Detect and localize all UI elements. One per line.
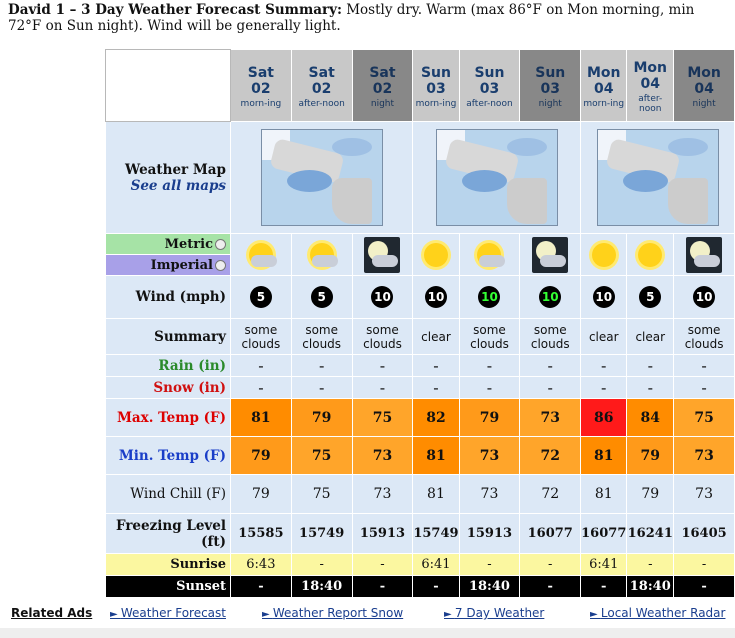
wind-cell (413, 276, 459, 319)
wind-icon: 10 (478, 286, 500, 308)
freezing-level-cell: 15749 (413, 514, 459, 554)
wind-icon: 10 (425, 286, 447, 308)
sunrise-cell: - (520, 554, 581, 576)
weather-icon-cell (231, 234, 292, 276)
freezing-level-cell: 15749 (291, 514, 352, 554)
imperial-radio[interactable] (215, 260, 226, 271)
freezing-level-cell: 16077 (581, 514, 627, 554)
max-temp-cell: 81 (231, 399, 292, 437)
snow-cell: - (581, 377, 627, 399)
summary-title: David 1 – 3 Day Weather Forecast Summary: (8, 2, 342, 18)
rain-cell: - (231, 355, 292, 377)
summary-cell: some clouds (352, 319, 413, 355)
rain-cell: - (291, 355, 352, 377)
wind-chill-cell: 73 (352, 475, 413, 514)
moon-cloud-icon (532, 237, 568, 273)
rain-cell: - (581, 355, 627, 377)
wind-chill-cell: 79 (627, 475, 674, 514)
snow-cell: - (231, 377, 292, 399)
min-temp-cell: 81 (413, 437, 459, 475)
min-temp-cell: 73 (459, 437, 520, 475)
wind-cell (291, 276, 352, 319)
wind-chill-label: Wind Chill (F) (106, 475, 231, 514)
forecast-table (105, 49, 735, 598)
wind-icon: 10 (693, 286, 715, 308)
rain-cell: - (352, 355, 413, 377)
wind-icon: 5 (311, 286, 333, 308)
snow-cell: - (520, 377, 581, 399)
sun-icon (632, 237, 668, 273)
weather-map-mon[interactable] (581, 122, 735, 234)
sunset-cell: - (413, 576, 459, 598)
summary-cell: clear (581, 319, 627, 355)
rain-label: Rain (in) (106, 355, 231, 377)
summary-cell: some clouds (231, 319, 292, 355)
arrow-right-icon: ► (110, 609, 121, 620)
wind-icon: 10 (539, 286, 561, 308)
sunrise-cell: - (291, 554, 352, 576)
freezing-level-cell: 15913 (459, 514, 520, 554)
wind-cell (520, 276, 581, 319)
rain-cell: - (459, 355, 520, 377)
bottom-divider (0, 628, 735, 638)
sunset-cell: 18:40 (459, 576, 520, 598)
freezing-level-cell: 16405 (674, 514, 735, 554)
summary-cell: clear (413, 319, 459, 355)
sunset-cell: - (231, 576, 292, 598)
summary-label: Summary (106, 319, 231, 355)
wind-cell (459, 276, 520, 319)
sunset-cell: 18:40 (627, 576, 674, 598)
summary-cell: some clouds (520, 319, 581, 355)
snow-cell: - (413, 377, 459, 399)
header-corner (106, 50, 231, 122)
sun-cloud-icon (471, 237, 507, 273)
wind-chill-cell: 73 (674, 475, 735, 514)
sunrise-cell: - (627, 554, 674, 576)
sunset-cell: - (674, 576, 735, 598)
column-header: Sat 02 after-noon (291, 50, 352, 122)
wind-icon: 10 (593, 286, 615, 308)
min-temp-cell: 75 (291, 437, 352, 475)
max-temp-label: Max. Temp (F) (106, 399, 231, 437)
freezing-level-cell: 16241 (627, 514, 674, 554)
column-header: Sun 03 after-noon (459, 50, 520, 122)
wind-cell (627, 276, 674, 319)
min-temp-cell: 81 (581, 437, 627, 475)
sunset-cell: - (581, 576, 627, 598)
sunrise-cell: - (459, 554, 520, 576)
snow-cell: - (674, 377, 735, 399)
summary-cell: some clouds (674, 319, 735, 355)
summary-cell: clear (627, 319, 674, 355)
wind-chill-cell: 73 (459, 475, 520, 514)
max-temp-cell: 79 (291, 399, 352, 437)
wind-cell (352, 276, 413, 319)
weather-icon-cell (413, 234, 459, 276)
column-header: Mon 04 night (674, 50, 735, 122)
see-all-maps-link[interactable]: See all maps (130, 177, 226, 194)
sun-icon (586, 237, 622, 273)
wind-label: Wind (mph) (106, 276, 231, 319)
min-temp-cell: 73 (352, 437, 413, 475)
weather-icon-cell (674, 234, 735, 276)
max-temp-cell: 84 (627, 399, 674, 437)
wind-icon: 5 (250, 286, 272, 308)
sunset-cell: - (352, 576, 413, 598)
weather-map-sun[interactable] (413, 122, 581, 234)
sunset-cell: - (520, 576, 581, 598)
column-header: Mon 04 morn-ing (581, 50, 627, 122)
wind-cell (231, 276, 292, 319)
sunset-label: Sunset (106, 576, 231, 598)
moon-cloud-icon (364, 237, 400, 273)
snow-cell: - (459, 377, 520, 399)
sunrise-cell: - (674, 554, 735, 576)
moon-cloud-icon (686, 237, 722, 273)
weather-icon-cell (352, 234, 413, 276)
snow-cell: - (291, 377, 352, 399)
related-ads-link[interactable]: Related Ads (11, 606, 93, 620)
column-header: Sun 03 morn-ing (413, 50, 459, 122)
sunrise-cell: 6:41 (413, 554, 459, 576)
max-temp-cell: 75 (352, 399, 413, 437)
wind-chill-cell: 79 (231, 475, 292, 514)
min-temp-cell: 72 (520, 437, 581, 475)
sunrise-label: Sunrise (106, 554, 231, 576)
sun-icon (418, 237, 454, 273)
column-header: Sat 02 night (352, 50, 413, 122)
sunset-cell: 18:40 (291, 576, 352, 598)
ad-link-weather-forecast[interactable]: ► Weather Forecast (110, 606, 226, 620)
snow-cell: - (352, 377, 413, 399)
freezing-level-cell: 15585 (231, 514, 292, 554)
wind-chill-cell: 72 (520, 475, 581, 514)
related-ads-bar (0, 603, 735, 625)
wind-icon: 10 (371, 286, 393, 308)
ad-link-weather-report-snow[interactable]: ► Weather Report Snow (262, 606, 404, 620)
forecast-summary (8, 2, 730, 34)
imperial-toggle[interactable]: Imperial (106, 255, 231, 276)
arrow-right-icon: ► (590, 609, 601, 620)
column-header: Sat 02 morn-ing (231, 50, 292, 122)
sun-cloud-icon (243, 237, 279, 273)
rain-cell: - (674, 355, 735, 377)
min-temp-cell: 79 (627, 437, 674, 475)
weather-map-label: Weather Map See all maps (106, 122, 231, 234)
rain-cell: - (627, 355, 674, 377)
sun-cloud-icon (304, 237, 340, 273)
max-temp-cell: 73 (520, 399, 581, 437)
freezing-level-label: Freezing Level (ft) (106, 514, 231, 554)
ad-link-7-day-weather[interactable]: ► 7 Day Weather (444, 606, 545, 620)
weather-icon-cell (627, 234, 674, 276)
min-temp-label: Min. Temp (F) (106, 437, 231, 475)
wind-cell (581, 276, 627, 319)
column-header: Mon 04 after-noon (627, 50, 674, 122)
wind-chill-cell: 81 (413, 475, 459, 514)
snow-label: Snow (in) (106, 377, 231, 399)
wind-icon: 5 (639, 286, 661, 308)
sunrise-cell: - (352, 554, 413, 576)
metric-radio[interactable] (215, 239, 226, 250)
weather-icon-cell (520, 234, 581, 276)
min-temp-cell: 79 (231, 437, 292, 475)
wind-cell (674, 276, 735, 319)
min-temp-cell: 73 (674, 437, 735, 475)
max-temp-cell: 79 (459, 399, 520, 437)
max-temp-cell: 75 (674, 399, 735, 437)
arrow-right-icon: ► (262, 609, 273, 620)
weather-icon-cell (459, 234, 520, 276)
weather-map-sat[interactable] (231, 122, 413, 234)
max-temp-cell: 82 (413, 399, 459, 437)
column-header: Sun 03 night (520, 50, 581, 122)
ad-link-local-weather-radar[interactable]: ► Local Weather Radar (590, 606, 726, 620)
summary-cell: some clouds (291, 319, 352, 355)
rain-cell: - (520, 355, 581, 377)
summary-cell: some clouds (459, 319, 520, 355)
wind-chill-cell: 81 (581, 475, 627, 514)
sunrise-cell: 6:41 (581, 554, 627, 576)
rain-cell: - (413, 355, 459, 377)
wind-chill-cell: 75 (291, 475, 352, 514)
freezing-level-cell: 15913 (352, 514, 413, 554)
arrow-right-icon: ► (444, 609, 455, 620)
freezing-level-cell: 16077 (520, 514, 581, 554)
snow-cell: - (627, 377, 674, 399)
metric-toggle[interactable]: Metric (106, 234, 231, 255)
weather-icon-cell (581, 234, 627, 276)
max-temp-cell: 86 (581, 399, 627, 437)
summary-text: Mostly dry. Warm (max 86°F on Mon morning, min 72°F on Sun night). Wind will be generally light. (8, 2, 695, 34)
sunrise-cell: 6:43 (231, 554, 292, 576)
weather-icon-cell (291, 234, 352, 276)
